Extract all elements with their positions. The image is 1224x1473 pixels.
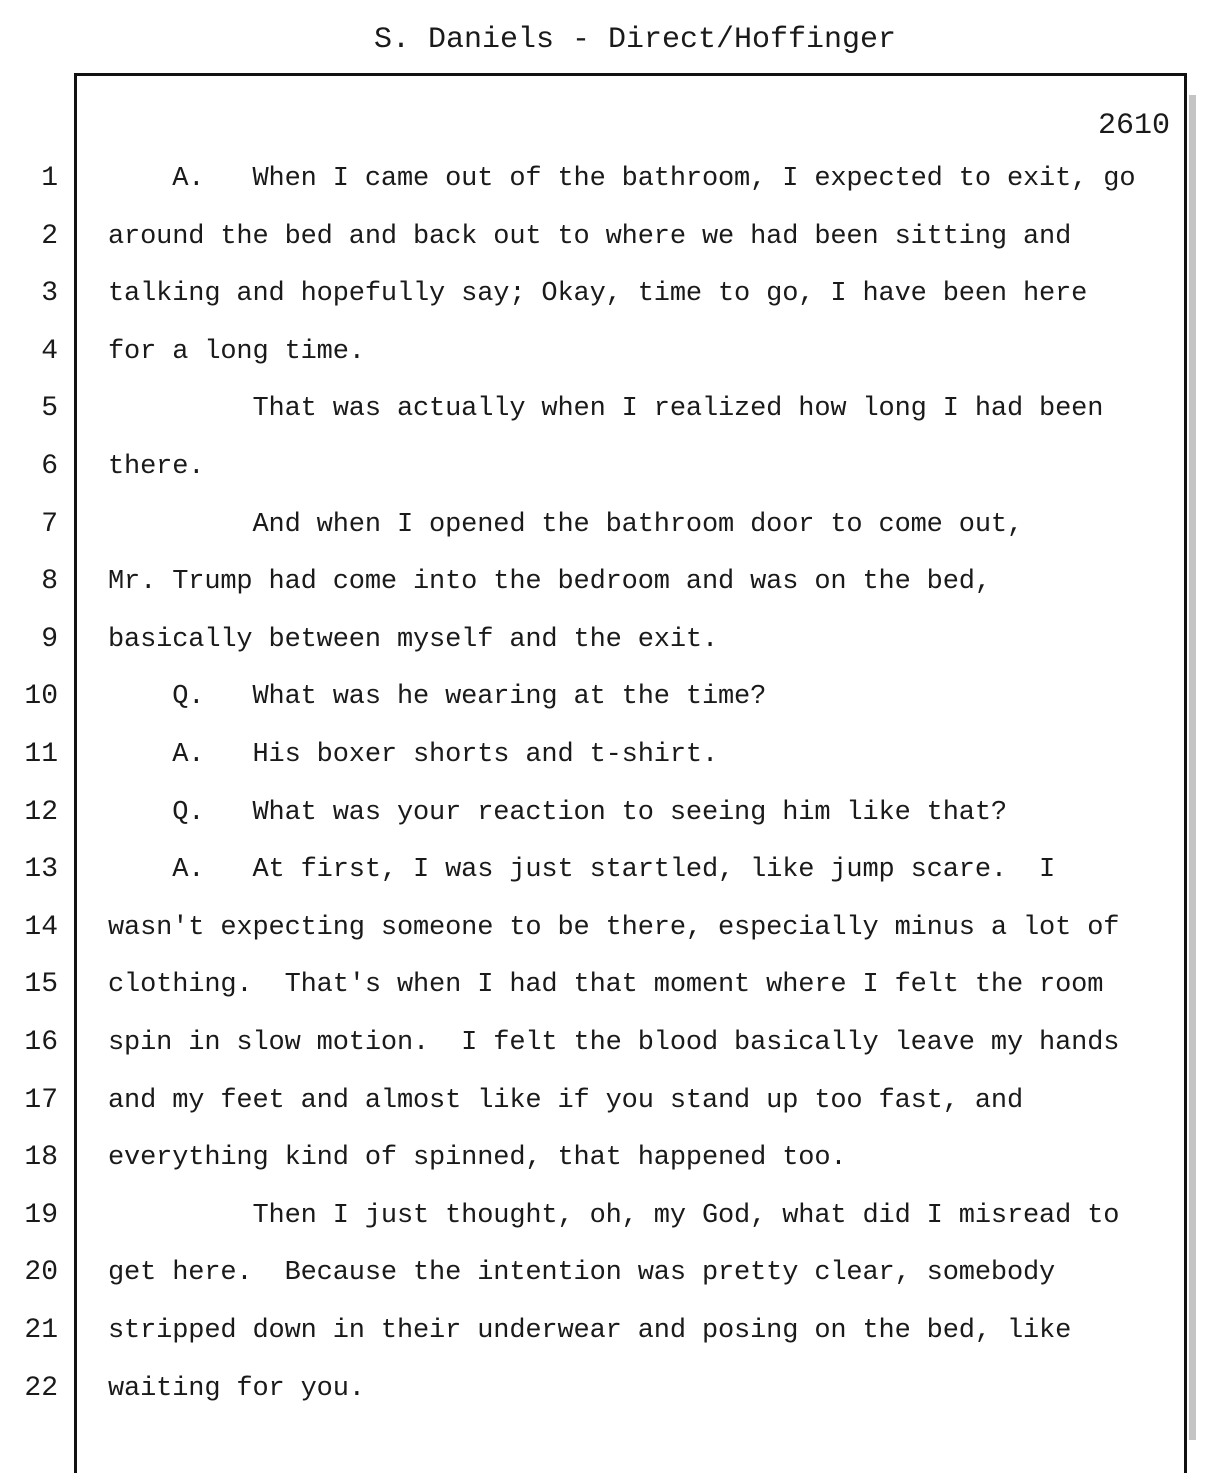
transcript-line xyxy=(0,793,1224,833)
line-number: 15 xyxy=(24,969,58,1001)
line-number: 17 xyxy=(24,1084,58,1116)
line-text: Q. What was your reaction to seeing him like that? xyxy=(108,797,1007,828)
transcript-line xyxy=(0,1023,1224,1063)
transcript-line xyxy=(0,1081,1224,1121)
line-number: 11 xyxy=(24,739,58,770)
line-text: spin in slow motion. I felt the blood basically leave my hands xyxy=(108,1028,1120,1058)
line-number: 18 xyxy=(24,1142,58,1174)
transcript-line xyxy=(0,965,1224,1005)
transcript-line xyxy=(0,1253,1224,1293)
line-number: 2 xyxy=(41,220,58,252)
line-number: 10 xyxy=(24,681,58,713)
transcript-line xyxy=(0,677,1224,717)
transcript-line xyxy=(0,274,1224,314)
transcript-line xyxy=(0,620,1224,660)
transcript-line xyxy=(0,1369,1224,1409)
line-number: 13 xyxy=(24,854,58,886)
line-number: 20 xyxy=(24,1257,58,1289)
line-text: A. When I came out of the bathroom, I expected to exit, go xyxy=(108,164,1136,194)
transcript-line xyxy=(0,908,1224,948)
transcript-line xyxy=(0,505,1224,545)
line-text: And when I opened the bathroom door to come out, xyxy=(108,509,1024,540)
transcript-line xyxy=(0,332,1224,372)
transcript-line xyxy=(0,1138,1224,1178)
transcript-line xyxy=(0,735,1224,775)
line-number: 5 xyxy=(41,393,58,425)
line-text: A. His boxer shorts and t-shirt. xyxy=(108,740,719,770)
line-number: 21 xyxy=(24,1315,58,1346)
line-text: Q. What was he wearing at the time? xyxy=(108,682,767,713)
line-text: waiting for you. xyxy=(108,1373,365,1404)
line-text: That was actually when I realized how long I had been xyxy=(108,394,1104,425)
transcript-line xyxy=(0,562,1224,602)
line-text: there. xyxy=(108,452,205,482)
line-number: 6 xyxy=(41,451,58,482)
line-number: 7 xyxy=(41,508,58,540)
line-number: 12 xyxy=(24,796,58,828)
line-number: 22 xyxy=(24,1372,58,1404)
line-number: 3 xyxy=(41,278,58,310)
line-text: wasn't expecting someone to be there, especially minus a lot of xyxy=(108,912,1120,943)
transcript-line xyxy=(0,217,1224,257)
line-text: and my feet and almost like if you stand up too fast, and xyxy=(108,1085,1024,1116)
page-number: 2610 xyxy=(1097,109,1170,143)
line-number: 16 xyxy=(24,1027,58,1058)
line-text: clothing. That's when I had that moment where I felt the room xyxy=(108,970,1104,1001)
transcript-line xyxy=(0,1196,1224,1236)
transcript-line xyxy=(0,850,1224,890)
line-text: around the bed and back out to where we had been sitting and xyxy=(108,221,1072,252)
line-text: for a long time. xyxy=(108,336,365,367)
page-header-title: S. Daniels - Direct/Hoffinger xyxy=(373,23,897,57)
line-text: Mr. Trump had come into the bedroom and was on the bed, xyxy=(108,567,991,598)
transcript-line xyxy=(0,159,1224,199)
line-number: 14 xyxy=(24,911,58,943)
transcript-line xyxy=(0,1311,1224,1351)
line-number: 1 xyxy=(41,163,58,194)
transcript-line xyxy=(0,389,1224,429)
line-number: 8 xyxy=(41,566,58,598)
line-number: 19 xyxy=(24,1199,58,1231)
line-number: 4 xyxy=(41,335,58,367)
transcript-line xyxy=(0,447,1224,487)
line-text: basically between myself and the exit. xyxy=(108,624,719,655)
line-text: everything kind of spinned, that happened too. xyxy=(108,1143,847,1174)
line-text: get here. Because the intention was pretty clear, somebody xyxy=(108,1258,1056,1289)
line-text: talking and hopefully say; Okay, time to go, I have been here xyxy=(108,279,1088,310)
line-number: 9 xyxy=(41,623,58,655)
line-text: Then I just thought, oh, my God, what did I misread to xyxy=(108,1200,1120,1231)
line-text: A. At first, I was just startled, like jump scare. I xyxy=(108,855,1056,886)
line-text: stripped down in their underwear and posing on the bed, like xyxy=(108,1316,1072,1346)
